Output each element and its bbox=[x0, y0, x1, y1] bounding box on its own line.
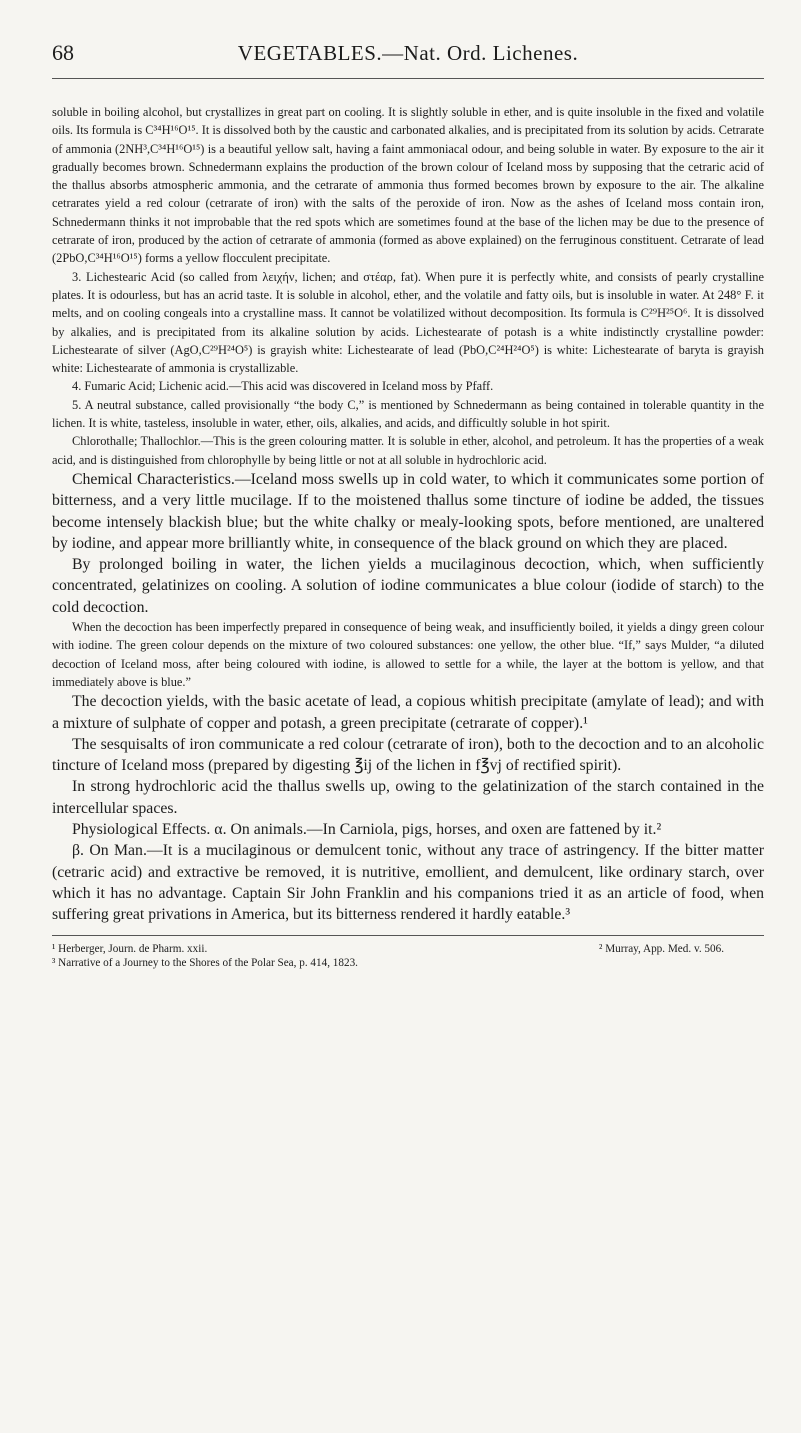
footnote-3: ³ Narrative of a Journey to the Shores of the Polar Sea, p. 414, 1823. bbox=[52, 957, 358, 970]
running-header bbox=[52, 40, 764, 79]
paragraph-lichestearic-acid: 3. Lichestearic Acid (so called from λειχήν, lichen; and στέαρ, fat). When pure it is perfectly white, and consists of pearly crystalline plates. It is odourless, but has an acrid taste. It is soluble in alcohol, ether, and the volatile and fatty oils, but is insoluble in water. At 248° F. it melts, and on cooling congeals into a crystalline mass. It cannot be volatilized without decomposition. Its formula is C²⁹H²⁵O⁶. It is dissolved by alkalies, and is precipitated from its alkaline solution by acids. Lichestearate of potash is a white indistinctly crystalline powder: Lichestearate of silver (AgO,C²⁹H²⁴O⁵) is grayish white: Lichestearate of lead (PbO,C²⁴H²⁴O⁵) is white: Lichestearate of baryta is grayish white: Lichestearate of ammonia is crystallizable. bbox=[52, 269, 764, 376]
running-title: VEGETABLES.—Nat. Ord. Lichenes. bbox=[237, 41, 579, 65]
paragraph-sesquisalts-iron: The sesquisalts of iron communicate a red colour (cetrarate of iron), both to the decoction and to an alcoholic tincture of Iceland moss (prepared by digesting ℥ij of the lichen in f℥vj of rectified spirit). bbox=[52, 735, 764, 775]
paragraph-hydrochloric-acid: In strong hydrochloric acid the thallus swells up, owing to the gelatinization of the starch contained in the intercellular spaces. bbox=[52, 778, 764, 817]
paragraph-fumaric-acid: 4. Fumaric Acid; Lichenic acid.—This acid was discovered in Iceland moss by Pfaff. bbox=[72, 379, 494, 394]
paragraph-chemical-characteristics: Chemical Characteristics.—Iceland moss swells up in cold water, to which it communicates some portion of bitterness, and a very little mucilage. If to the moistened thallus some tincture of iodine be added, the tissues become intensely blackish blue; but the white chalky or mealy-looking spots, before mentioned, are unaltered by iodine, and appear more brilliantly white, in consequence of the black ground on which they are placed. bbox=[52, 470, 764, 552]
paragraph-chlorothalle: Chlorothalle; Thallochlor.—This is the green colouring matter. It is soluble in ether, alcohol, and petroleum. It has the properties of a weak acid, and is distinguished from chlorophylle by being little or not at all soluble in hydrochloric acid. bbox=[52, 434, 764, 467]
paragraph-lead-acetate: The decoction yields, with the basic acetate of lead, a copious whitish precipitate (amylate of lead); and with a mixture of sulphate of copper and potash, a green precipitate (cetrarate of copper).¹ bbox=[52, 693, 764, 732]
paragraph-physiological-effects: Physiological Effects. α. On animals.—In Carniola, pigs, horses, and oxen are fattened by it.² bbox=[72, 820, 662, 838]
paragraph-body-c: 5. A neutral substance, called provisionally “the body C,” is mentioned by Schnedermann as being contained in tolerable quantity in the lichen. It is white, tasteless, insoluble in water, ether, oils, alkalies, and acids, and difficultly soluble in hot spirit. bbox=[52, 397, 764, 431]
paragraph-imperfect-decoction: When the decoction has been imperfectly prepared in consequence of being weak, and insufficiently boiled, it yields a dingy green colour with iodine. The green colour depends on the mixture of two coloured substances: one yellow, the other blue. “If,” says Mulder, “a diluted decoction of Iceland moss, after being coloured with iodine, is allowed to settle for a while, the layer at the bottom is yellow, and that immediately above is blue.” bbox=[52, 620, 764, 689]
footnotes bbox=[52, 942, 764, 970]
paragraph-prolonged-boiling: By prolonged boiling in water, the lichen yields a mucilaginous decoction, which, when sufficiently concentrated, gelatinizes on cooling. A solution of iodine communicates a blue colour (iodide of starch) to the cold decoction. bbox=[52, 556, 764, 616]
paragraph-on-man: β. On Man.—It is a mucilaginous or demulcent tonic, without any trace of astringency. If the bitter matter (cetraric acid) and extractive be removed, it is nutritive, emollient, and demulcent, like ordinary starch, over which it has no advantage. Captain Sir John Franklin and his companions tried it as an article of food, when suffering great privations in America, but its bitterness rendered it hardly eatable.³ bbox=[52, 842, 764, 924]
footnote-1: ¹ Herberger, Journ. de Pharm. xxii. bbox=[52, 943, 208, 956]
page-number: 68 bbox=[52, 40, 74, 65]
page bbox=[52, 40, 764, 970]
footnote-2: ² Murray, App. Med. v. 506. bbox=[599, 943, 724, 956]
footnote-rule bbox=[52, 935, 764, 936]
paragraph-cetraric-acid: soluble in boiling alcohol, but crystallizes in great part on cooling. It is slightly soluble in ether, and is quite insoluble in the fixed and volatile oils. Its formula is C³⁴H¹⁶O¹⁵. It is dissolved both by the caustic and carbonated alkalies, and is precipitated from its solution by acids. Cetrarate of ammonia (2NH³,C³⁴H¹⁶O¹⁵) is a beautiful yellow salt, having a faint ammoniacal odour, and being soluble in water. By exposure to the air it gradually becomes brown. Schnedermann explains the production of the brown colour of Iceland moss by supposing that the cetraric acid of the thallus absorbs atmospheric ammonia, and the cetrarate of ammonia thus formed becomes brown by exposure to the air. The alkaline cetrarates yield a red colour (cetrarate of iron) with the salts of the peroxide of iron. Now as the ashes of Iceland moss contain iron, Schnedermann thinks it not improbable that the red spots which are sometimes found at the base of the lichen may be due to the presence of cetrarate of iron, produced by the action of cetrarate of ammonia (formed as above explained) on the ferruginous constituent. Cetrarate of lead (2PbO,C³⁴H¹⁶O¹⁵) forms a yellow flocculent precipitate. bbox=[52, 105, 764, 266]
